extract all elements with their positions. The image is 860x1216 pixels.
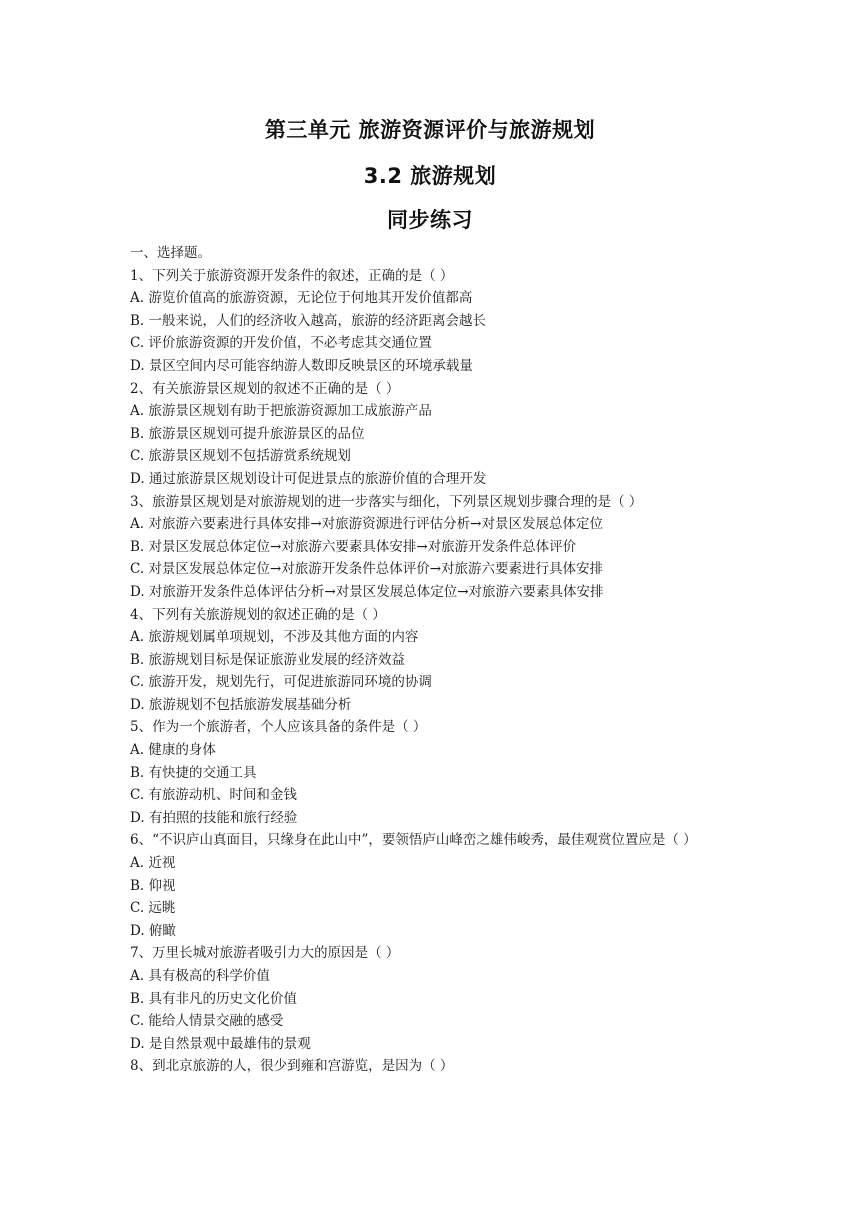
option-a: A. 健康的身体 [130, 742, 216, 759]
option-d: D. 旅游规划不包括旅游发展基础分析 [130, 696, 352, 713]
option-b: B. 旅游景区规划可提升旅游景区的品位 [130, 425, 365, 442]
option-c: C. 能给人情景交融的感受 [130, 1013, 284, 1030]
unit-title: 第三单元 旅游资源评价与旅游规划 [264, 118, 596, 142]
question-list [130, 242, 740, 1078]
question-6 [130, 829, 740, 942]
option-b: B. 对景区发展总体定位→对旅游六要素具体安排→对旅游开发条件总体评价 [130, 538, 577, 555]
section-title: 3.2 旅游规划 [363, 164, 497, 188]
section-heading: 一、选择题。 [130, 245, 211, 261]
question-4 [130, 604, 740, 717]
option-c: C. 对景区发展总体定位→对旅游开发条件总体评价→对旅游六要素进行具体安排 [130, 561, 604, 578]
option-b: B. 一般来说，人们的经济收入越高，旅游的经济距离会越长 [130, 312, 487, 329]
option-a: A. 旅游景区规划有助于把旅游资源加工成旅游产品 [130, 403, 432, 420]
option-b: B. 仰视 [130, 877, 176, 894]
question-stem: 8、到北京旅游的人，很少到雍和宫游览，是因为（ ） [130, 1058, 454, 1075]
question-7 [130, 942, 740, 1055]
option-d: D. 是自然景观中最雄伟的景观 [130, 1035, 311, 1052]
question-stem: 7、万里长城对旅游者吸引力大的原因是（ ） [130, 945, 400, 962]
document-subtitle: 同步练习 [387, 208, 473, 232]
option-c: C. 远眺 [130, 900, 176, 917]
question-1 [130, 265, 740, 378]
option-d: D. 通过旅游景区规划设计可促进景点的旅游价值的合理开发 [130, 470, 487, 487]
question-stem: 4、下列有关旅游规划的叙述正确的是（ ） [130, 606, 386, 623]
option-b: B. 旅游规划目标是保证旅游业发展的经济效益 [130, 651, 406, 668]
option-a: A. 近视 [130, 855, 176, 872]
option-c: C. 有旅游动机、时间和金钱 [130, 787, 297, 804]
option-a: A. 对旅游六要素进行具体安排→对旅游资源进行评估分析→对景区发展总体定位 [130, 516, 603, 533]
option-d: D. 俯瞰 [130, 922, 176, 939]
option-c: C. 旅游开发，规划先行，可促进旅游同环境的协调 [130, 674, 432, 691]
option-b: B. 具有非凡的历史文化价值 [130, 990, 298, 1007]
option-a: A. 旅游规划属单项规划，不涉及其他方面的内容 [130, 629, 419, 646]
option-c: C. 评价旅游资源的开发价值，不必考虑其交通位置 [130, 335, 432, 352]
question-2 [130, 378, 740, 491]
question-5 [130, 716, 740, 829]
option-c: C. 旅游景区规划不包括游赏系统规划 [130, 448, 351, 465]
question-8 [130, 1055, 740, 1078]
question-stem: 6、“不识庐山真面目，只缘身在此山中”，要领悟庐山峰峦之雄伟峻秀，最佳观赏位置应是（ ） [130, 832, 697, 849]
option-d: D. 有拍照的技能和旅行经验 [130, 809, 298, 826]
option-a: A. 游览价值高的旅游资源，无论位于何地其开发价值都高 [130, 290, 473, 307]
option-d: D. 对旅游开发条件总体评估分析→对景区发展总体定位→对旅游六要素具体安排 [130, 583, 604, 600]
option-b: B. 有快捷的交通工具 [130, 764, 257, 781]
question-stem: 2、有关旅游景区规划的叙述不正确的是（ ） [130, 380, 400, 397]
question-stem: 3、旅游景区规划是对旅游规划的进一步落实与细化，下列景区规划步骤合理的是（ ） [130, 493, 643, 510]
question-stem: 1、下列关于旅游资源开发条件的叙述，正确的是（ ） [130, 267, 454, 284]
question-stem: 5、作为一个旅游者，个人应该具备的条件是（ ） [130, 719, 427, 736]
question-3 [130, 491, 740, 604]
option-d: D. 景区空间内尽可能容纳游人数即反映景区的环境承载量 [130, 357, 473, 374]
option-a: A. 具有极高的科学价值 [130, 968, 270, 984]
